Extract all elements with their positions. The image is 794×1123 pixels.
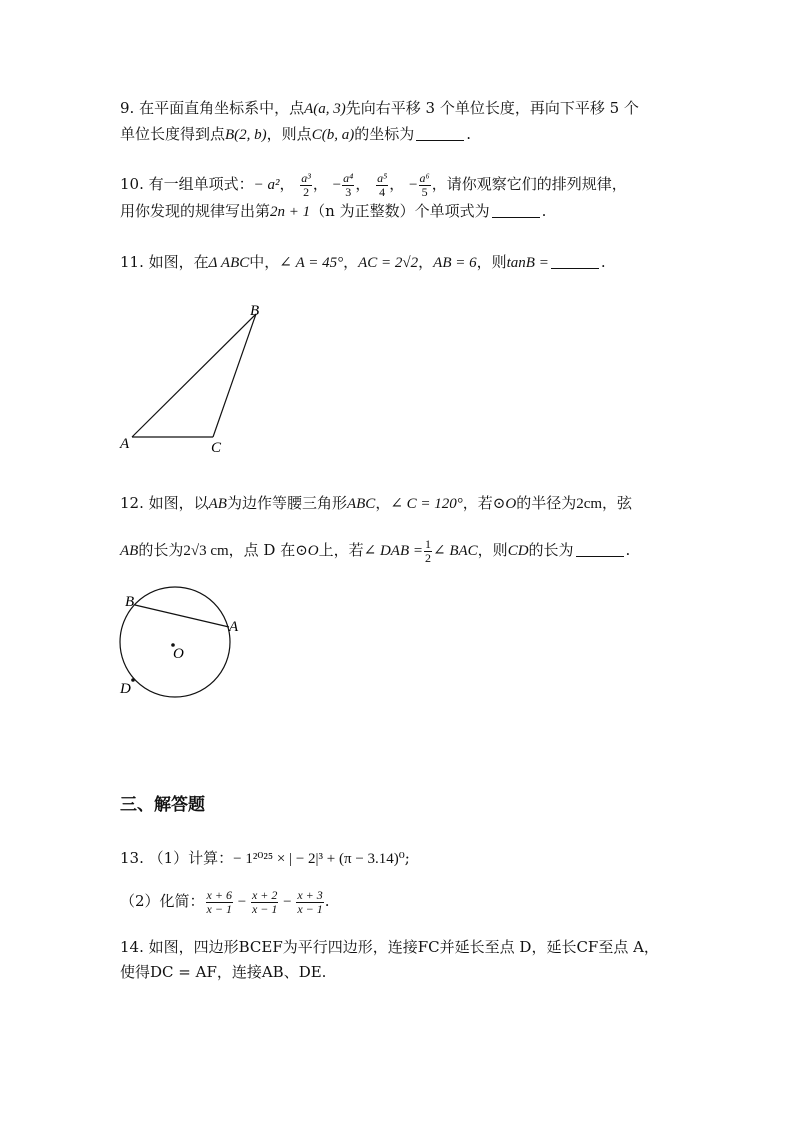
label-b: B — [250, 303, 260, 319]
q12-half — [424, 538, 432, 565]
fraction-denominator: 2 — [303, 184, 310, 199]
q12-period: . — [625, 541, 631, 559]
q10-sign: − — [332, 177, 342, 193]
q9-text: 9. 在平面直角坐标系中，点 — [120, 99, 305, 117]
circle-figure — [110, 585, 250, 705]
q11-text: 11. 如图，在 — [120, 253, 209, 271]
q10-line-1: 10. 有一组单项式：− a²， $\frac{\text{a³}}{2}$ ， − $\frac{\text{a⁴}}{3}$ ， $\frac{\text{a⁵}}{4}$ ， − $\frac{\text{a⁶}}{5}$ ，请你观察它们的排列规律， — [120, 170, 627, 199]
section-title: 三、解答题 — [120, 795, 205, 815]
q10-text: ，请你观察它们的排列规律， — [431, 175, 627, 193]
q11-line: 11. 如图，在Δ ABC中，∠ A = 45°，AC = 2√2，AB = 6，则tanB = . — [120, 253, 606, 271]
answer-blank[interactable] — [551, 254, 599, 269]
fraction-denominator: x − 1 — [206, 901, 232, 916]
fraction-denominator: x − 1 — [251, 901, 278, 916]
q12-length: 2√3 cm — [183, 543, 229, 559]
q14-line-1: 14. 如图，四边形BCEF为平行四边形，连接FC并延长至点 D，延长CF至点 A， — [120, 938, 659, 956]
fraction-numerator: x + 2 — [251, 887, 278, 902]
q10-fraction-4 — [419, 172, 431, 199]
fraction-denominator: 5 — [421, 184, 428, 199]
q10-text: 10. 有一组单项式： — [120, 175, 254, 193]
q13-fraction-3 — [296, 889, 323, 916]
label-c: C — [211, 440, 222, 456]
q12-angle: ∠ C = 120° — [390, 496, 463, 512]
q12-text: 的长为 — [528, 541, 574, 559]
q11-ac: AC = 2√2 — [358, 255, 419, 271]
q12-text: 12. 如图，以 — [120, 494, 209, 512]
q10-term-1: − a² — [253, 177, 280, 193]
q12-condition: ∠ DAB = — [363, 543, 424, 559]
label-d: D — [120, 681, 131, 697]
q12-text: ，点 D 在 — [228, 541, 296, 559]
answer-blank[interactable] — [576, 542, 624, 557]
fraction-numerator: a⁶ — [419, 170, 430, 185]
q13-expression: − 1²⁰²⁵ × | − 2|³ + (π − 3.14)⁰ — [233, 851, 405, 867]
q12-radius: 2cm — [576, 496, 603, 512]
q12-text: 上，若 — [318, 541, 364, 559]
q13-period: . — [324, 892, 330, 910]
side-ab — [132, 314, 256, 437]
q9-point-a: A(a, 3) — [304, 101, 346, 117]
q13-fraction-2 — [251, 889, 278, 916]
q9-text: 的坐标为 — [354, 125, 415, 143]
q10-text: 用你发现的规律写出第 — [120, 202, 271, 220]
q12-text: ，弦 — [602, 494, 633, 512]
q10-fraction-1 — [300, 172, 312, 199]
q10-period: . — [541, 202, 547, 220]
label-a: A — [120, 436, 130, 452]
q10-line-2 — [120, 201, 546, 222]
q9-period: . — [466, 125, 471, 143]
q12-abc: ABC — [346, 496, 376, 512]
label-a: A — [229, 619, 239, 635]
q12-text: ，则 — [477, 541, 508, 559]
point-d-dot — [131, 678, 135, 682]
q11-triangle: Δ ABC — [208, 255, 250, 271]
q11-text: ，则 — [476, 253, 507, 271]
fraction-denominator: 2 — [425, 550, 432, 565]
q12-text: 的半径为 — [516, 494, 577, 512]
q10-sign: − — [409, 177, 418, 193]
fraction-numerator: a⁵ — [377, 170, 388, 185]
q12-circle-o: ⊙O — [295, 543, 319, 559]
triangle-figure — [110, 295, 280, 460]
q10-fraction-2 — [342, 172, 354, 199]
q9-point-c: C(b, a) — [311, 127, 355, 143]
q13-semicolon: ; — [404, 849, 410, 867]
q12-ab: AB — [208, 496, 227, 512]
q9-text: ，则点 — [266, 125, 312, 143]
q12-condition: ∠ BAC — [433, 543, 478, 559]
label-b: B — [125, 594, 135, 610]
q11-angle: ∠ A = 45° — [279, 255, 344, 271]
fraction-numerator: 1 — [425, 536, 432, 551]
answer-blank[interactable] — [416, 126, 464, 141]
chord-ab — [135, 605, 229, 627]
q12-circle-o: ⊙O — [492, 496, 517, 512]
q13-label: 13. （1）计算： — [120, 849, 234, 867]
q13-line-2: （2）化简： $\frac{x + 6}{x - 1}$ − $\frac{x + 2}{x - 1}$ − $\frac{x + 3}{x - 1}$ . — [120, 887, 330, 916]
fraction-numerator: a³ — [301, 170, 311, 185]
q11-ab: AB = 6 — [433, 255, 477, 271]
q10-expression: 2n + 1 — [270, 204, 311, 220]
q10-text: （n 为正整数）个单项式为 — [310, 202, 490, 220]
q13-fraction-1 — [206, 889, 233, 916]
q12-text: 的长为 — [138, 541, 184, 559]
q12-cd: CD — [507, 543, 529, 559]
q9-text: 单位长度得到点 — [120, 125, 226, 143]
fraction-denominator: x − 1 — [297, 901, 323, 916]
side-bc — [213, 314, 256, 437]
q9-line-1 — [120, 98, 639, 119]
fraction-denominator: 4 — [379, 184, 386, 199]
q9-text: 先向右平移 3 个单位长度，再向下平移 5 个 — [345, 99, 639, 117]
q12-ab: AB — [120, 543, 139, 559]
fraction-denominator: 3 — [345, 184, 352, 199]
q11-period: . — [600, 253, 606, 271]
q13-label: （2）化简： — [120, 892, 205, 910]
q11-tan: tanB = — [506, 255, 549, 271]
circle-o — [120, 587, 230, 697]
q12-line-1: 12. 如图，以AB为边作等腰三角形ABC，∠ C = 120°，若⊙O的半径为2cm，弦 — [120, 494, 633, 512]
q12-text: 为边作等腰三角形 — [226, 494, 347, 512]
q10-fraction-3 — [376, 172, 388, 199]
fraction-numerator: x + 6 — [206, 887, 232, 902]
label-o: O — [173, 646, 184, 662]
fraction-numerator: x + 3 — [297, 887, 323, 902]
q9-line-2 — [120, 124, 471, 145]
q11-text: 中， — [249, 253, 280, 271]
answer-blank[interactable] — [492, 203, 540, 218]
fraction-numerator: a⁴ — [343, 170, 354, 185]
q14-line-2: 使得DC = AF，连接AB、DE. — [120, 963, 327, 981]
q12-line-2 — [120, 536, 630, 565]
q9-point-b: B(2, b) — [225, 127, 267, 143]
q13-line-1 — [120, 848, 410, 869]
